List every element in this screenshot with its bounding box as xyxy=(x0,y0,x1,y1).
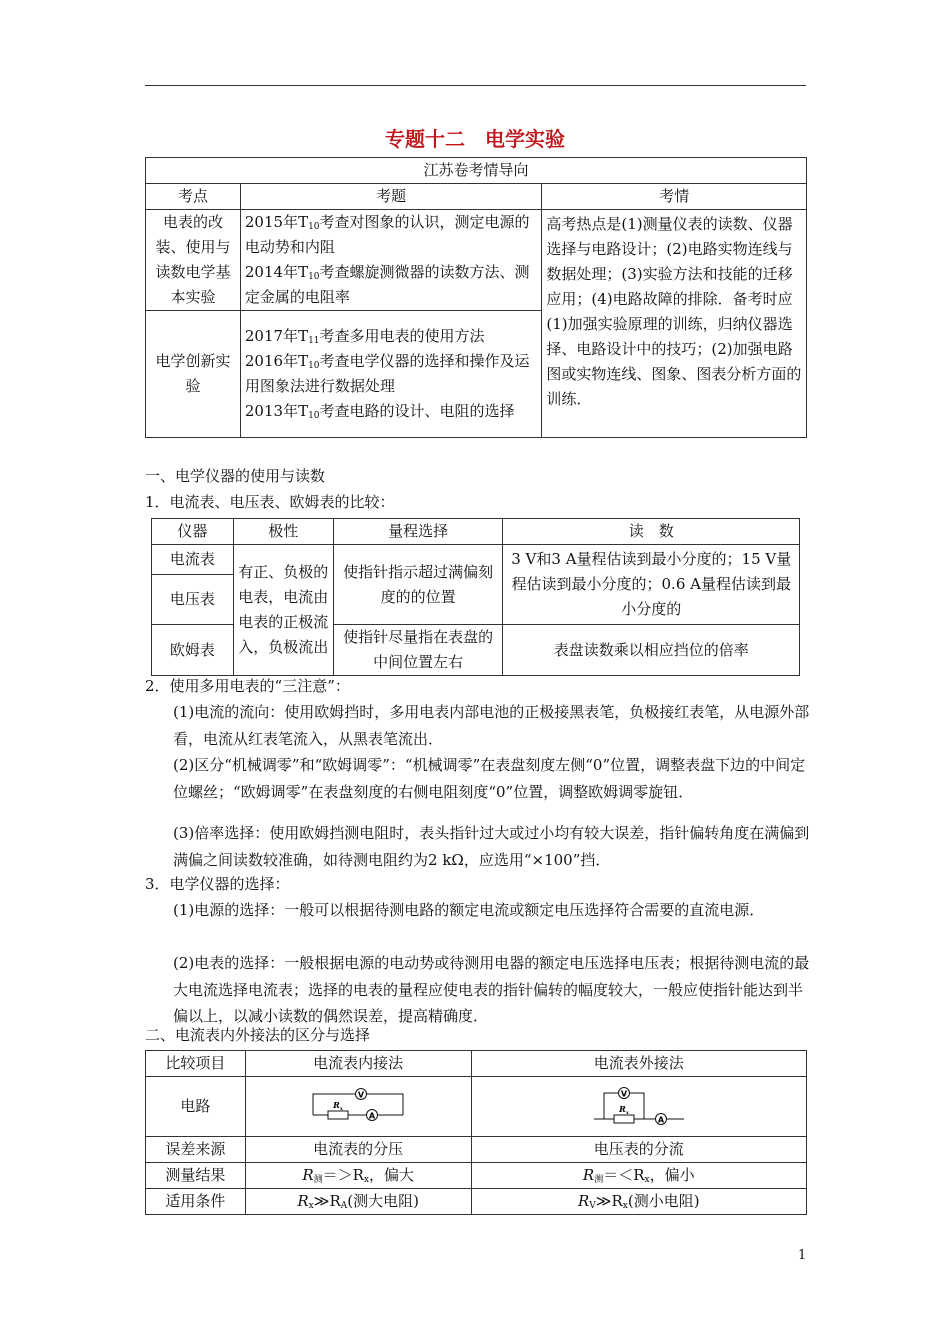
overview-header-point: 考点 xyxy=(146,184,241,210)
meter-header-range: 量程选择 xyxy=(333,519,503,545)
inner-circuit-cell xyxy=(245,1077,471,1137)
resistor-icon xyxy=(328,1111,348,1119)
meter-voltmeter: 电压表 xyxy=(152,575,234,625)
overview-point-2: 电学创新实验 xyxy=(146,311,241,438)
overview-questions-1 xyxy=(240,210,542,311)
overview-question-item: 2015年$T_{10}$考查对图象的认识，测定电源的电动势和内阻 xyxy=(244,213,530,256)
compare-header-inner: 电流表内接法 xyxy=(245,1051,471,1077)
svg-text:V: V xyxy=(620,1089,627,1098)
section1-item1: 1．电流表、电压表、欧姆表的比较： xyxy=(145,493,395,511)
outer-error-source: 电压表的分流 xyxy=(471,1137,806,1163)
item2-point-1: (1)电流的流向：使用欧姆挡时，多用电表内部电池的正极接黑表笔，负极接红表笔，从电源外部看，电流从红表笔流入，从黑表笔流出． xyxy=(173,703,810,748)
section1-heading: 一、电学仪器的使用与读数 xyxy=(145,467,326,485)
meter-header-instrument: 仪器 xyxy=(152,519,234,545)
meter-header-polarity: 极性 xyxy=(233,519,333,545)
overview-question-item: 2013年$T_{10}$考查电路的设计、电阻的选择 xyxy=(244,402,515,421)
inner-connection-circuit-diagram xyxy=(308,1082,408,1132)
compare-table xyxy=(145,1050,807,1215)
page-number: 1 xyxy=(798,1248,807,1263)
overview-table xyxy=(145,157,807,438)
compare-label-circuit: 电路 xyxy=(146,1077,246,1137)
svg-text:Rx: $R_x$ xyxy=(618,1103,629,1116)
overview-question-item: 2014年$T_{10}$考查螺旋测微器的读数方法、测定金属的电阻率 xyxy=(244,263,530,306)
meter-header-reading: 读 数 xyxy=(503,519,800,545)
overview-caption: 江苏卷考情导向 xyxy=(146,158,807,184)
section2-heading: 二、电流表内外接法的区分与选择 xyxy=(145,1026,371,1044)
meter-reading-ohm: 表盘读数乘以相应挡位的倍率 xyxy=(503,625,800,676)
outer-connection-circuit-diagram xyxy=(589,1079,689,1135)
outer-circuit-cell xyxy=(471,1077,806,1137)
overview-question-item: 2016年$T_{10}$考查电学仪器的选择和操作及运用图象法进行数据处理 xyxy=(244,352,530,395)
item3-point-2: (2)电表的选择：一般根据电源的电动势或待测用电器的额定电压选择电压表；根据待测电流的最大电流选择电流表；选择的电表的量程应使电表的指针偏转的幅度较大，一般应使指针能达到半偏以上，以减小读数的偶然误差，提高精确度． xyxy=(173,954,810,1025)
overview-questions-2 xyxy=(240,311,542,438)
item3-point-1: (1)电源的选择：一般可以根据待测电路的额定电流或额定电压选择符合需要的直流电源． xyxy=(173,901,765,919)
meter-range-av: 使指针指示超过满偏刻度的的位置 xyxy=(333,545,503,625)
compare-header-outer: 电流表外接法 xyxy=(471,1051,806,1077)
overview-header-question: 考题 xyxy=(240,184,542,210)
compare-label-error: 误差来源 xyxy=(146,1137,246,1163)
section1-item3: 3．电学仪器的选择： xyxy=(145,875,290,893)
meter-range-ohm: 使指针尽量指在表盘的中间位置左右 xyxy=(333,625,503,676)
item2-point-3: (3)倍率选择：使用欧姆挡测电阻时，表头指针过大或过小均有较大误差，指针偏转角度在满偏到满偏之间读数较准确，如待测电阻约为2 kΩ，应选用“×100”挡． xyxy=(173,824,810,869)
header-rule xyxy=(145,85,806,86)
overview-point-1: 电表的改装、使用与读数电学基本实验 xyxy=(146,210,241,311)
inner-result: $R_测=>R_x$，偏大 xyxy=(245,1163,471,1189)
item2-point-2: (2)区分“机械调零”和“欧姆调零”：“机械调零”在表盘刻度左侧“0”位置，调整表盘下边的中间定位螺丝；“欧姆调零”在表盘刻度的右侧电阻刻度“0”位置，调整欧姆调零旋钮． xyxy=(173,756,806,801)
compare-header-item: 比较项目 xyxy=(146,1051,246,1077)
inner-condition: $R_x≫R_A$(测大电阻) xyxy=(245,1189,471,1215)
meter-table xyxy=(151,518,800,676)
overview-question-item: 2017年$T_{11}$考查多用电表的使用方法 xyxy=(244,327,485,346)
meter-reading-av: 3 V和3 A量程估读到最小分度的；15 V量程估读到最小分度的；0.6 A量程估读到最小分度的 xyxy=(503,545,800,625)
resistor-icon xyxy=(614,1115,634,1123)
svg-text:Rx: $R_x$ xyxy=(333,1099,343,1112)
outer-result: $R_测=<R_x$，偏小 xyxy=(471,1163,806,1189)
svg-text:A: A xyxy=(369,1111,376,1120)
meter-ohmmeter: 欧姆表 xyxy=(152,625,234,676)
overview-header-situation: 考情 xyxy=(542,184,807,210)
meter-polarity: 有正、负极的电表，电流由电表的正极流入，负极流出 xyxy=(233,545,333,676)
compare-label-result: 测量结果 xyxy=(146,1163,246,1189)
svg-text:V: V xyxy=(358,1090,365,1099)
meter-ammeter: 电流表 xyxy=(152,545,234,575)
overview-situation: 高考热点是(1)测量仪表的读数、仪器选择与电路设计；(2)电路实物连线与数据处理；(3)实验方法和技能的迁移应用；(4)电路故障的排除．备考时应(1)加强实验原理的训练，归纳仪器选择、电路设计中的技巧；(2)加强电路图或实物连线、图象、图表分析方面的训练． xyxy=(542,210,807,438)
outer-condition: $R_V≫R_x$(测小电阻) xyxy=(471,1189,806,1215)
inner-error-source: 电流表的分压 xyxy=(245,1137,471,1163)
svg-text:A: A xyxy=(657,1115,664,1124)
section1-item2: 2．使用多用电表的“三注意”： xyxy=(145,677,350,695)
compare-label-condition: 适用条件 xyxy=(146,1189,246,1215)
page-title: 专题十二 电学实验 xyxy=(385,127,565,151)
